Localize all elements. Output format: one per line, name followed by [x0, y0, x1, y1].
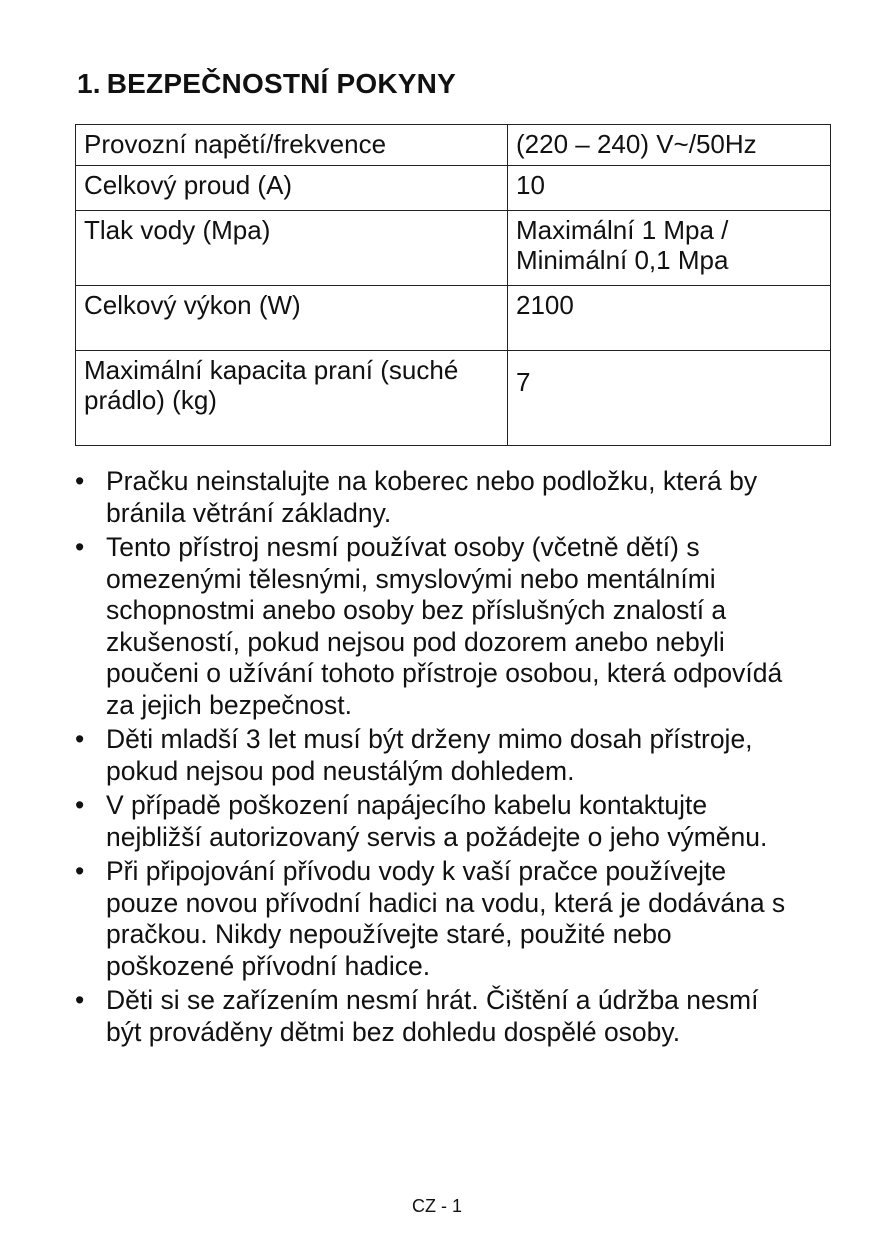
list-item-text: Děti mladší 3 let musí být drženy mimo dosah přístroje, pokud nejsou pod neustálým dohledem.: [106, 724, 753, 786]
list-item: [75, 724, 795, 787]
section-heading: [77, 68, 456, 100]
list-item: [75, 985, 795, 1048]
list-item: [75, 466, 795, 529]
bullet-marker: •: [75, 985, 85, 1015]
spec-label-voltage: Provozní napětí/frekvence: [76, 125, 508, 166]
list-item-text: Pračku neinstalujte na koberec nebo podložku, která by bránila větrání základny.: [106, 466, 758, 528]
list-item-text: Při připojování přívodu vody k vaší pračce používejte pouze novou přívodní hadici na vodu, která je dodávána s pračkou. Nikdy nepoužívejte staré, použité nebo poškozené přívodní hadice.: [106, 856, 786, 981]
spec-value-capacity: 7: [508, 351, 831, 446]
bullet-marker: •: [75, 532, 85, 562]
spec-label-water-pressure: Tlak vody (Mpa): [76, 211, 508, 286]
specifications-table: [75, 124, 831, 446]
safety-instructions-list: [75, 466, 795, 1051]
list-item-text: Tento přístroj nesmí používat osoby (včetně dětí) s omezenými tělesnými, smyslovými nebo mentálními schopnostmi anebo osoby bez příslušných znalostí a zkušeností, pokud nejsou pod dozorem anebo nebyli poučeni o užívání tohoto přístroje osobou, která odpovídá za jejich bezpečnost.: [106, 532, 783, 720]
section-title: BEZPEČNOSTNÍ POKYNY: [106, 68, 456, 99]
bullet-marker: •: [75, 724, 85, 754]
list-item-text: V případě poškození napájecího kabelu kontaktujte nejbližší autorizovaný servis a požádejte o jeho výměnu.: [106, 790, 768, 852]
spec-label-power: Celkový výkon (W): [76, 286, 508, 351]
section-number: 1.: [77, 68, 101, 99]
spec-label-capacity: Maximální kapacita praní (suché prádlo) (kg): [76, 351, 508, 446]
spec-value-current: 10: [508, 166, 831, 211]
spec-value-voltage: (220 – 240) V~/50Hz: [508, 125, 831, 166]
table-row: [76, 166, 831, 211]
spec-value-water-pressure: Maximální 1 Mpa / Minimální 0,1 Mpa: [508, 211, 831, 286]
list-item: [75, 790, 795, 853]
list-item: [75, 856, 795, 982]
spec-value-power: 2100: [508, 286, 831, 351]
spec-label-current: Celkový proud (A): [76, 166, 508, 211]
table-row: [76, 125, 831, 166]
table-row: [76, 351, 831, 446]
list-item: [75, 532, 795, 721]
bullet-marker: •: [75, 856, 85, 886]
bullet-marker: •: [75, 790, 85, 820]
table-row: [76, 286, 831, 351]
bullet-marker: •: [75, 466, 85, 496]
table-row: [76, 211, 831, 286]
list-item-text: Děti si se zařízením nesmí hrát. Čištění a údržba nesmí být prováděny dětmi bez dohledu dospělé osoby.: [106, 985, 759, 1047]
page-number: CZ - 1: [411, 1196, 462, 1216]
